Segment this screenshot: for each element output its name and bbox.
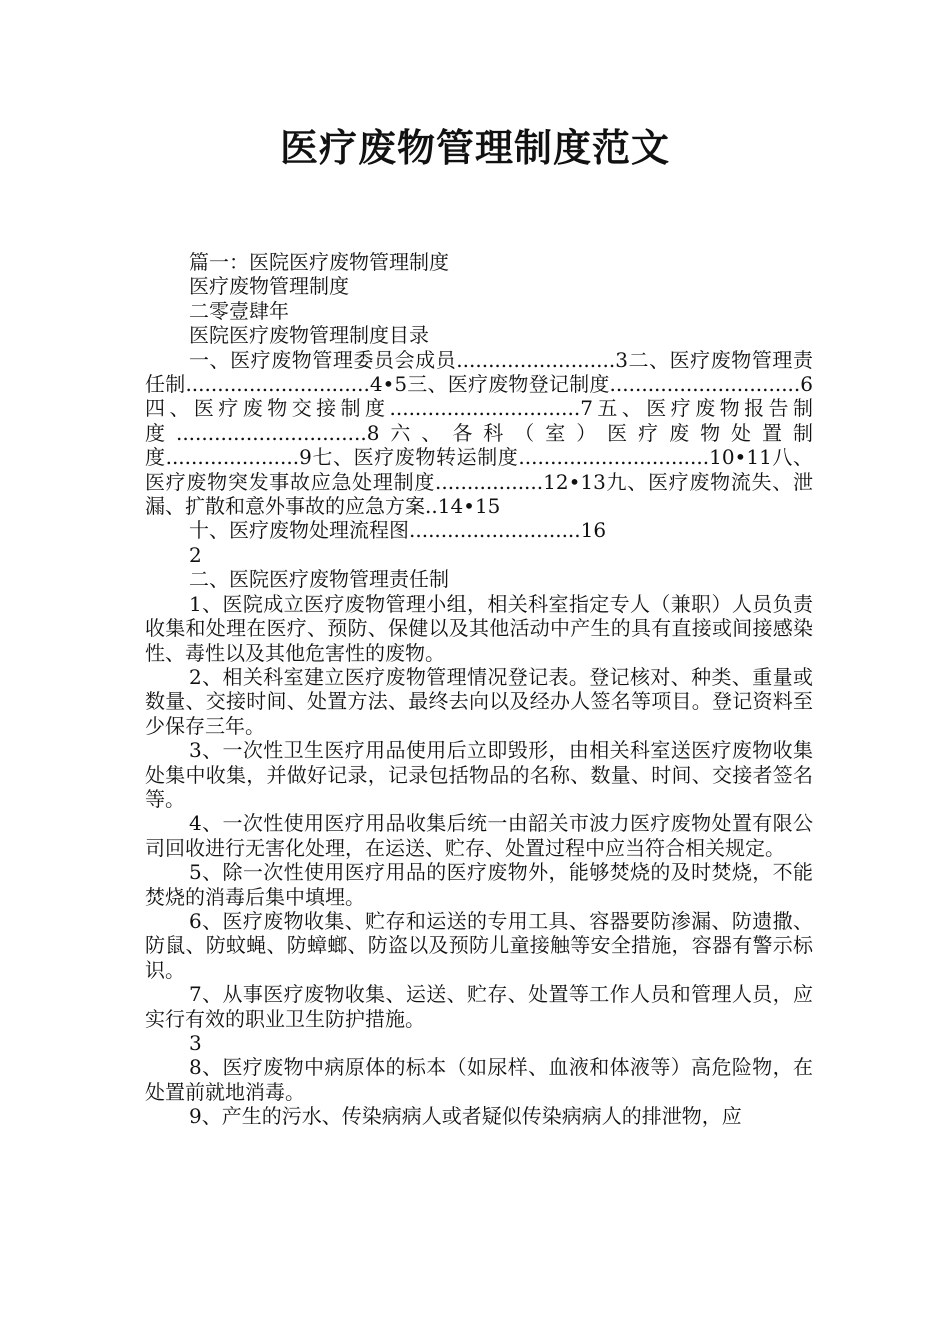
section-heading-2: 二、医院医疗废物管理责任制 <box>189 567 449 592</box>
toc-heading: 医院医疗废物管理制度目录 <box>189 323 429 348</box>
section-heading-1: 篇一：医院医疗废物管理制度 <box>189 250 449 274</box>
paragraph-2: 2、相关科室建立医疗废物管理情况登记表。登记核对、种类、重量或数量、交接时间、处置方法、最终去向以及经办人签名等项目。登记资料至少保存三年。 <box>145 664 813 738</box>
subtitle: 医疗废物管理制度 <box>189 274 349 299</box>
document-body <box>145 250 813 1129</box>
paragraph-6: 6、医疗废物收集、贮存和运送的专用工具、容器要防渗漏、防遗撒、防鼠、防蚊蝇、防蟑螂、防盗以及预防儿童接触等安全措施，容器有警示标识。 <box>145 908 813 982</box>
paragraph-8: 8、医疗废物中病原体的标本（如尿样、血液和体液等）高危险物，在处置前就地消毒。 <box>145 1055 813 1104</box>
paragraph-4: 4、一次性使用医疗用品收集后统一由韶关市波力医疗废物处置有限公司回收进行无害化处理，在运送、贮存、处置过程中应当符合相关规定。 <box>145 811 813 860</box>
toc-item-10: 十、医疗废物处理流程图...........................16 <box>189 518 607 543</box>
page-number-2: 2 <box>189 542 202 567</box>
table-of-contents: 一、医疗废物管理委员会成员.........................3二、医疗废物管理责任制.............................4•5三、医疗废物登记制度..............................6四、医疗废物交接制度..............................7五、医疗废物报告制度..............................8六、各科（室）医疗废物处置制度.....................9七、医疗废物转运制度..............................10•11八、医疗废物突发事故应急处理制度.................12•13九、医疗废物流失、泄漏、扩散和意外事故的应急方案..14•15 <box>145 347 813 519</box>
document-title: 医疗废物管理制度范文 <box>279 126 670 170</box>
paragraph-5: 5、除一次性使用医疗用品的医疗废物外，能够焚烧的及时焚烧，不能焚烧的消毒后集中填埋。 <box>145 860 813 909</box>
paragraph-3: 3、一次性卫生医疗用品使用后立即毁形，由相关科室送医疗废物收集处集中收集，并做好记录，记录包括物品的名称、数量、时间、交接者签名等。 <box>145 738 813 811</box>
paragraph-1: 1、医院成立医疗废物管理小组，相关科室指定专人（兼职）人员负责收集和处理在医疗、预防、保健以及其他活动中产生的具有直接或间接感染性、毒性以及其他危害性的废物。 <box>145 591 813 665</box>
year-line: 二零壹肆年 <box>189 298 289 323</box>
paragraph-9: 9、产生的污水、传染病病人或者疑似传染病病人的排泄物，应 <box>189 1104 742 1129</box>
page-number-3: 3 <box>189 1031 202 1055</box>
paragraph-7: 7、从事医疗废物收集、运送、贮存、处置等工作人员和管理人员，应实行有效的职业卫生防护措施。 <box>145 982 813 1031</box>
